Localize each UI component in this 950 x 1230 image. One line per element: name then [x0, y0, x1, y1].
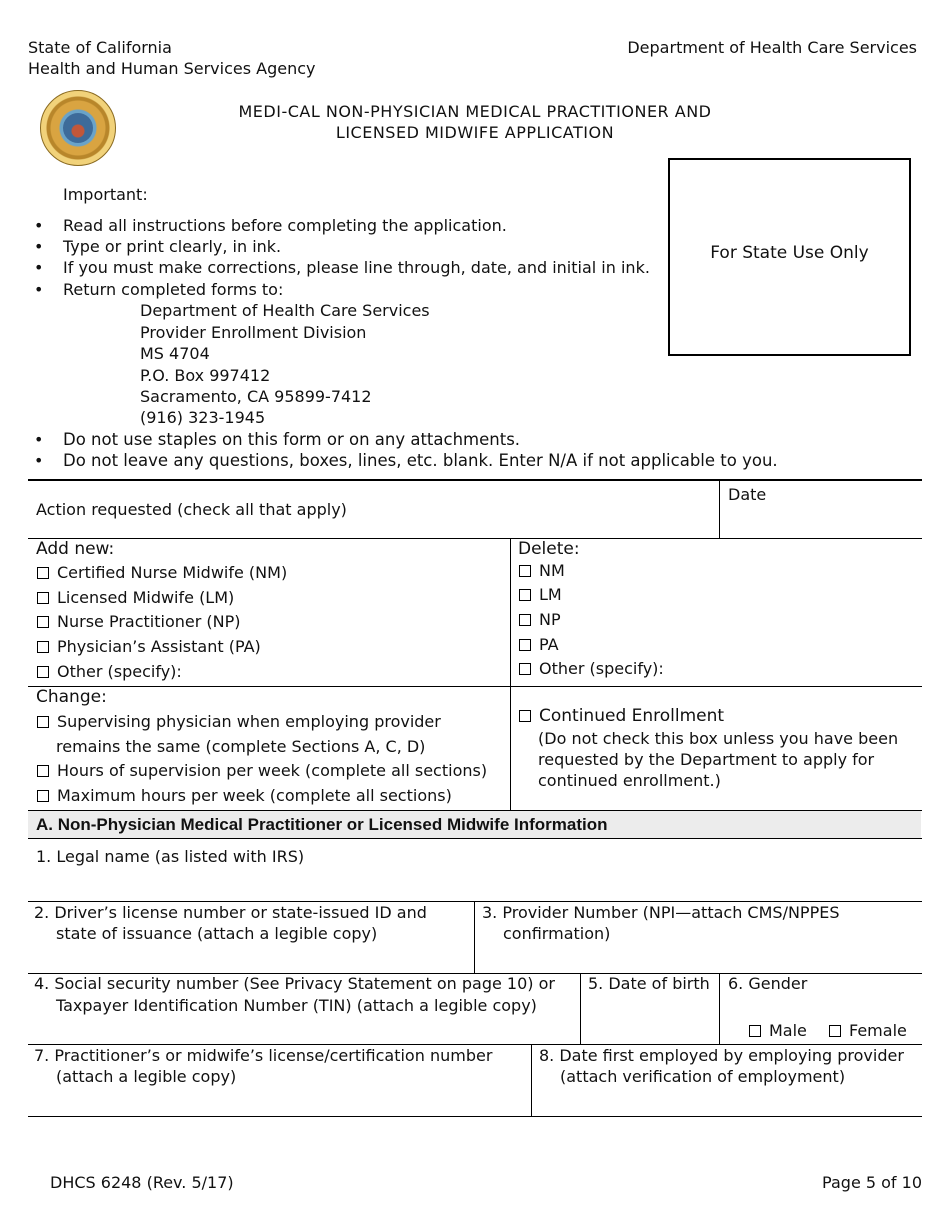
address-line: Sacramento, CA 95899-7412	[140, 387, 372, 406]
continued-enrollment-checkbox[interactable]	[519, 705, 724, 727]
change-max-hours-checkbox[interactable]	[37, 785, 452, 807]
ssn-tin-field[interactable]	[30, 1018, 576, 1042]
option-label: Supervising physician when employing provider	[57, 712, 441, 731]
option-label: PA	[539, 635, 559, 654]
license-number-label: 7. Practitioner’s or midwife’s license/certification number	[34, 1046, 493, 1065]
address-phone: (916) 323-1945	[140, 408, 266, 427]
section-a-header	[28, 811, 921, 838]
option-label: Continued Enrollment	[539, 706, 725, 726]
license-number-label-continued: (attach a legible copy)	[56, 1067, 237, 1086]
delete-heading: Delete:	[518, 539, 580, 559]
instruction-item: If you must make corrections, please line through, date, and initial in ink.	[63, 258, 650, 277]
checkbox-icon	[37, 592, 49, 604]
checkbox-icon	[519, 639, 531, 651]
checkbox-icon	[749, 1025, 761, 1037]
checkbox-icon	[519, 614, 531, 626]
checkbox-icon	[37, 641, 49, 653]
add-new-np-checkbox[interactable]	[37, 611, 240, 633]
checkbox-icon	[37, 666, 49, 678]
continued-note-line: requested by the Department to apply for	[538, 750, 875, 769]
option-label: Female	[849, 1021, 907, 1040]
form-title-line-2: LICENSED MIDWIFE APPLICATION	[335, 123, 615, 142]
bullet-icon: •	[34, 280, 44, 299]
add-new-lm-checkbox[interactable]	[37, 587, 234, 609]
option-label: Hours of supervision per week (complete all sections)	[57, 761, 488, 780]
state-use-box	[668, 158, 911, 356]
delete-nm-checkbox[interactable]	[519, 560, 565, 582]
checkbox-icon	[519, 663, 531, 675]
add-new-other-checkbox[interactable]	[37, 661, 182, 683]
ssn-tin-label-continued: Taxpayer Identification Number (TIN) (attach a legible copy)	[56, 996, 537, 1015]
checkbox-icon	[519, 710, 531, 722]
option-label-continued: remains the same (complete Sections A, C, D)	[56, 737, 426, 756]
option-label: Male	[769, 1021, 807, 1040]
checkbox-icon	[829, 1025, 841, 1037]
checkbox-icon	[37, 765, 49, 777]
option-label: Licensed Midwife (LM)	[57, 588, 235, 607]
license-number-field[interactable]	[30, 1089, 526, 1114]
continued-note-line: (Do not check this box unless you have been	[538, 729, 899, 748]
add-new-heading: Add new:	[36, 539, 115, 559]
form-id: DHCS 6248 (Rev. 5/17)	[50, 1173, 234, 1192]
option-label: Physician’s Assistant (PA)	[57, 637, 261, 656]
address-line: P.O. Box 997412	[140, 366, 271, 385]
date-label: Date	[728, 485, 767, 504]
agency-line-1: State of California	[28, 38, 172, 57]
date-employed-field[interactable]	[536, 1089, 918, 1114]
drivers-license-field[interactable]	[30, 945, 470, 971]
delete-np-checkbox[interactable]	[519, 609, 561, 631]
date-of-birth-field[interactable]	[584, 998, 716, 1042]
checkbox-icon	[37, 616, 49, 628]
action-requested-label: Action requested (check all that apply)	[36, 500, 347, 519]
department-name: Department of Health Care Services	[627, 38, 917, 57]
option-label: Maximum hours per week (complete all sections)	[57, 786, 452, 805]
drivers-license-label: 2. Driver’s license number or state-issued ID and	[34, 903, 427, 922]
add-new-nm-checkbox[interactable]	[37, 562, 287, 584]
state-use-label: For State Use Only	[710, 243, 869, 263]
page-number: Page 5 of 10	[822, 1173, 922, 1192]
gender-female-checkbox[interactable]	[829, 1020, 907, 1042]
address-line: MS 4704	[140, 344, 210, 363]
option-label: Other (specify):	[57, 662, 182, 681]
checkbox-icon	[519, 565, 531, 577]
instruction-item: Do not leave any questions, boxes, lines, etc. blank. Enter N/A if not applicable to you.	[63, 451, 778, 470]
date-employed-label: 8. Date first employed by employing provider	[539, 1046, 904, 1065]
provider-number-label-continued: confirmation)	[503, 924, 611, 943]
date-employed-label-continued: (attach verification of employment)	[560, 1067, 846, 1086]
instruction-item: Do not use staples on this form or on any attachments.	[63, 430, 521, 449]
instruction-item: Type or print clearly, in ink.	[63, 237, 282, 256]
checkbox-icon	[37, 716, 49, 728]
change-supervising-physician-checkbox[interactable]	[37, 711, 441, 733]
change-hours-supervision-checkbox[interactable]	[37, 760, 487, 782]
option-label: Other (specify):	[539, 659, 664, 678]
legal-name-label: 1. Legal name (as listed with IRS)	[36, 847, 305, 866]
section-a-title: A. Non-Physician Medical Practitioner or Licensed Midwife Information	[36, 815, 608, 834]
bullet-icon: •	[34, 237, 44, 256]
bullet-icon: •	[34, 451, 44, 470]
ssn-tin-label: 4. Social security number (See Privacy Statement on page 10) or	[34, 974, 555, 993]
bullet-icon: •	[34, 258, 44, 277]
option-label: LM	[539, 585, 562, 604]
checkbox-icon	[37, 790, 49, 802]
legal-name-field[interactable]	[30, 870, 918, 900]
address-line: Provider Enrollment Division	[140, 323, 367, 342]
bullet-icon: •	[34, 430, 44, 449]
checkbox-icon	[37, 567, 49, 579]
agency-line-2: Health and Human Services Agency	[28, 59, 316, 78]
form-title-line-1: MEDI-CAL NON-PHYSICIAN MEDICAL PRACTITIONER AND	[238, 102, 712, 121]
drivers-license-label-continued: state of issuance (attach a legible copy)	[56, 924, 378, 943]
option-label: Nurse Practitioner (NP)	[57, 612, 241, 631]
provider-number-label: 3. Provider Number (NPI—attach CMS/NPPES	[482, 903, 840, 922]
instruction-item: Return completed forms to:	[63, 280, 284, 299]
change-heading: Change:	[36, 687, 107, 707]
delete-other-checkbox[interactable]	[519, 658, 664, 680]
date-of-birth-label: 5. Date of birth	[588, 974, 710, 993]
option-label: Certified Nurse Midwife (NM)	[57, 563, 288, 582]
date-field[interactable]	[720, 506, 920, 536]
delete-lm-checkbox[interactable]	[519, 584, 562, 606]
instruction-item: Read all instructions before completing the application.	[63, 216, 507, 235]
address-line: Department of Health Care Services	[140, 301, 430, 320]
gender-label: 6. Gender	[728, 974, 808, 993]
important-heading: Important:	[63, 185, 148, 204]
continued-note-line: continued enrollment.)	[538, 771, 721, 790]
provider-number-field[interactable]	[478, 945, 918, 971]
bullet-icon: •	[34, 216, 44, 235]
checkbox-icon	[519, 589, 531, 601]
delete-pa-checkbox[interactable]	[519, 634, 559, 656]
option-label: NM	[539, 561, 565, 580]
gender-male-checkbox[interactable]	[749, 1020, 807, 1042]
option-label: NP	[539, 610, 561, 629]
add-new-pa-checkbox[interactable]	[37, 636, 261, 658]
